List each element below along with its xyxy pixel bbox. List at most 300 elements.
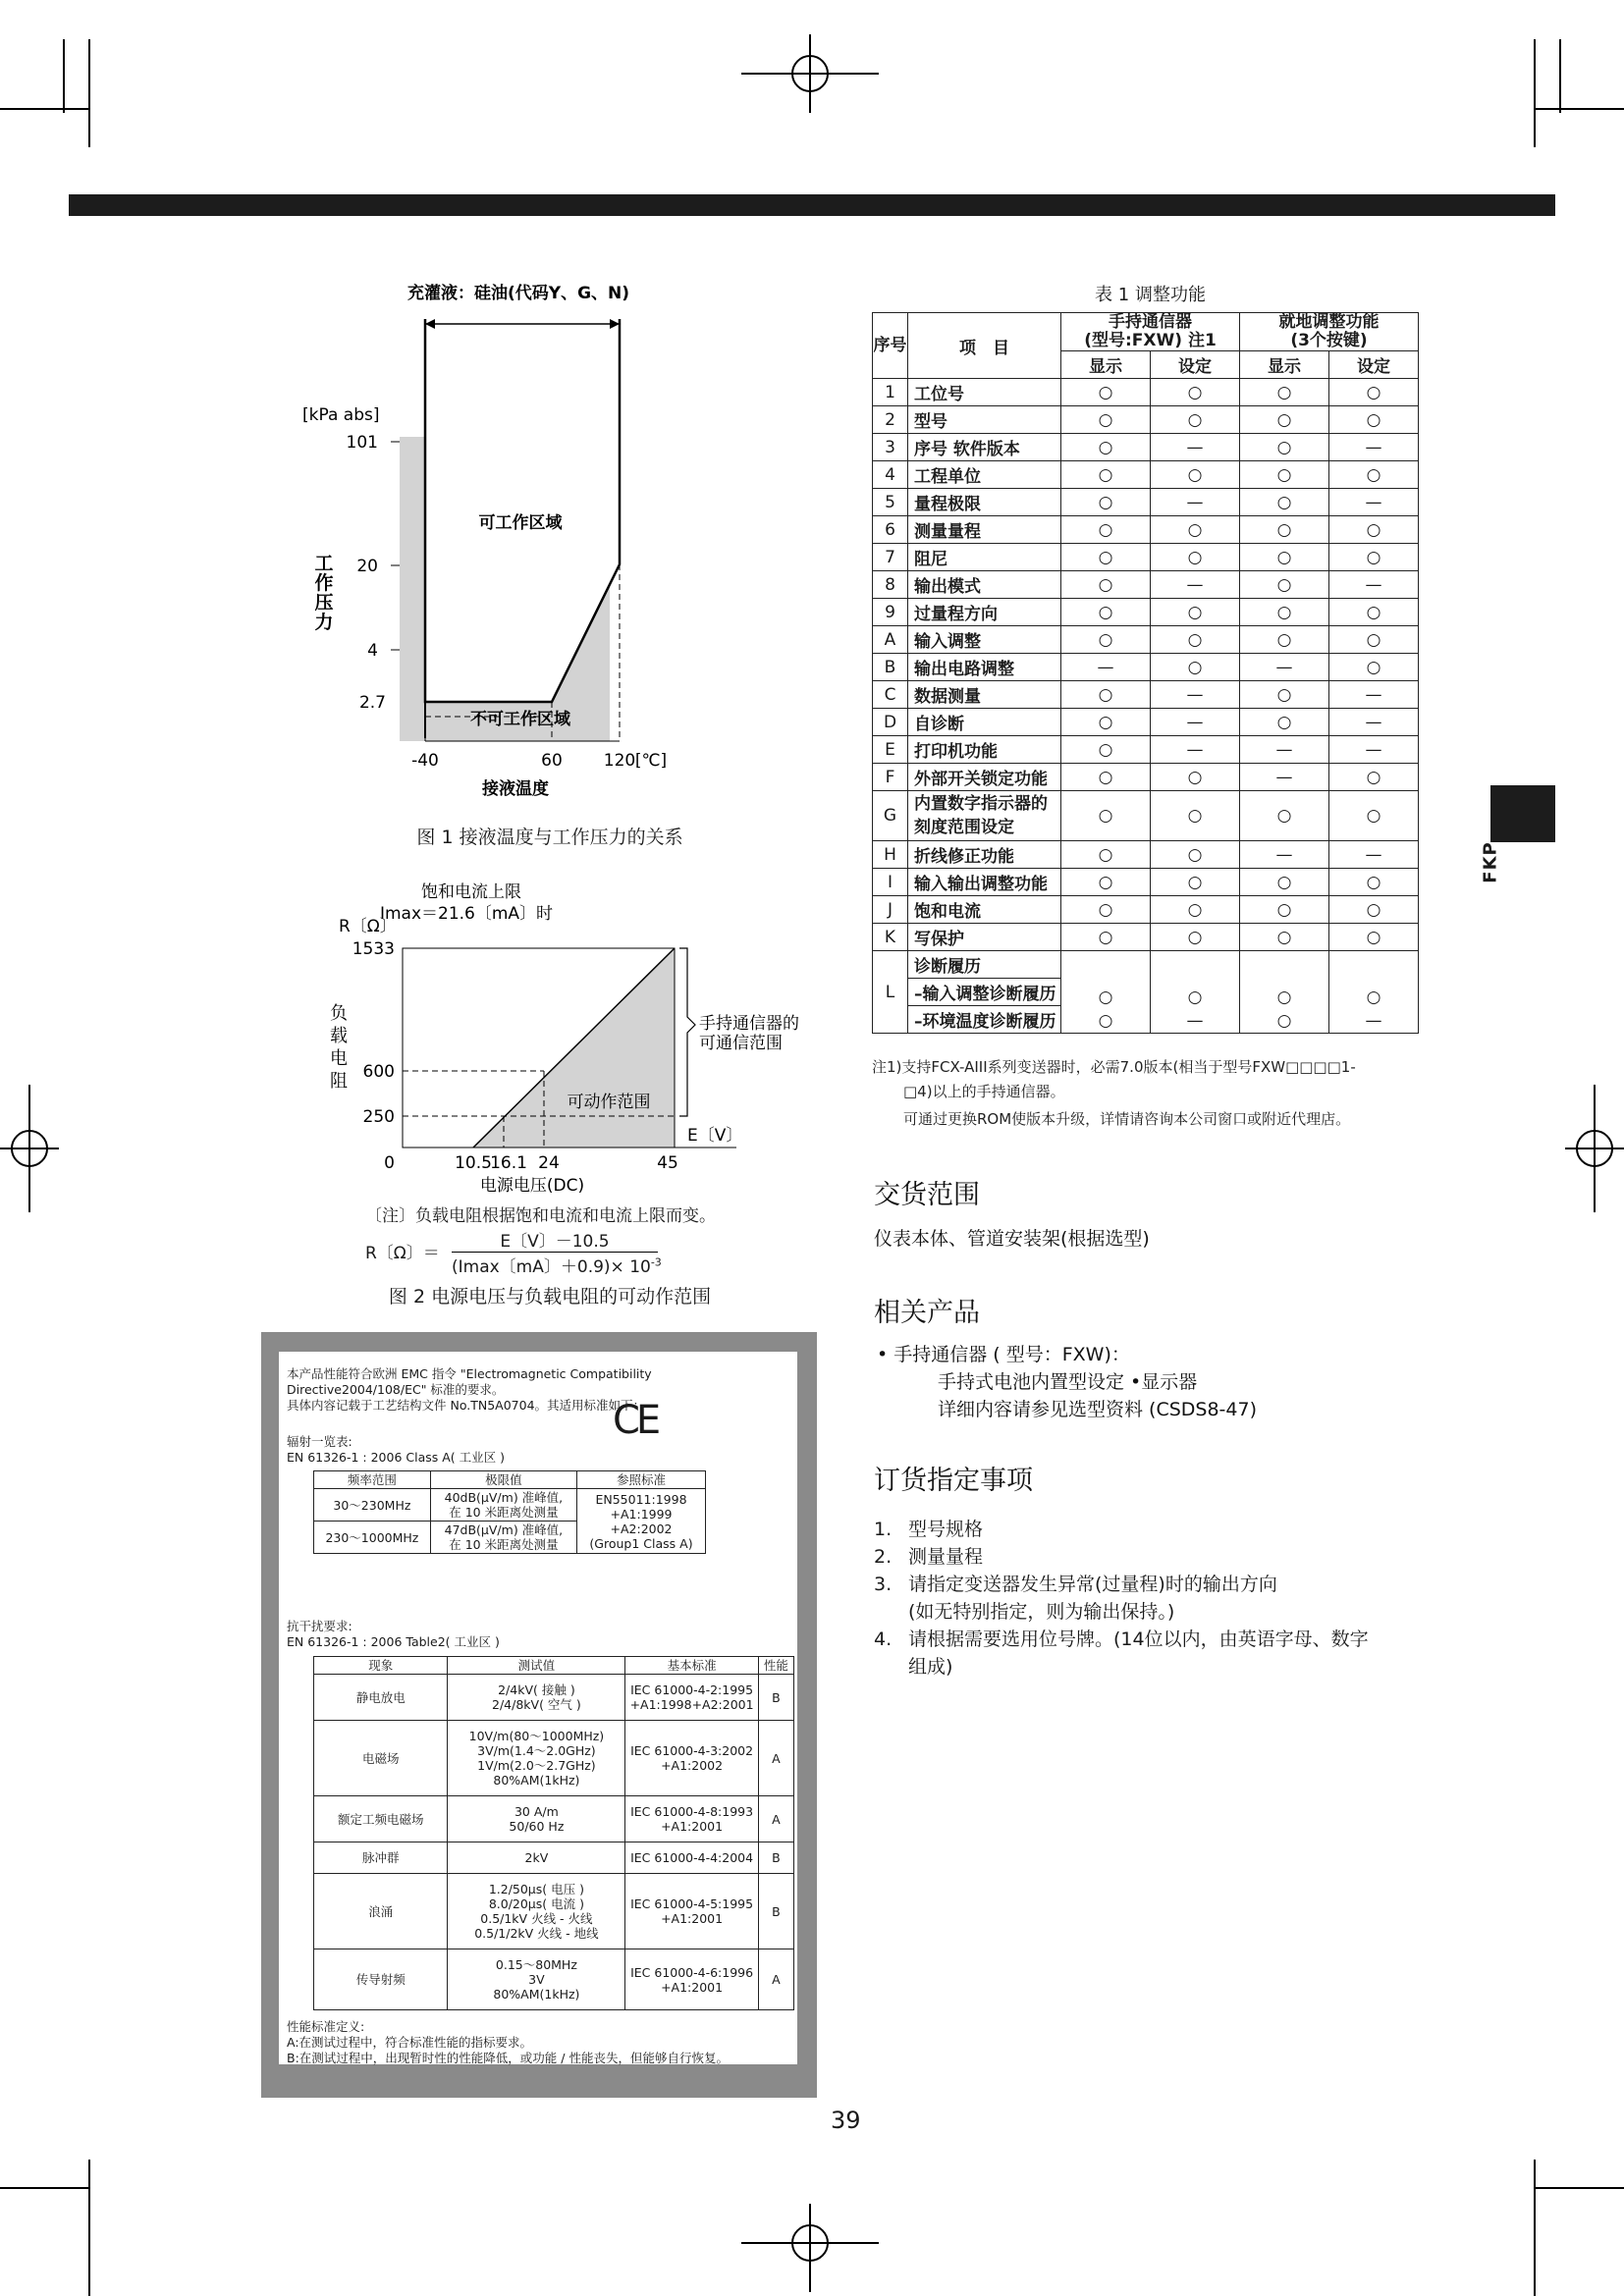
row-cell: ○ xyxy=(1151,544,1240,571)
fig1-ytitle-1: 工 xyxy=(314,553,334,574)
row-item: 工位号 xyxy=(908,379,1061,406)
row-cell: — xyxy=(1329,681,1419,709)
row-cell: ○ xyxy=(1329,461,1419,489)
row-cell: ○ xyxy=(1061,764,1151,791)
immunity-text: 2kV xyxy=(524,1850,549,1865)
row-item: 写保护 xyxy=(908,924,1061,951)
emc-rad-std: EN 61326-1 : 2006 Class A( 工业区 ) xyxy=(287,1450,506,1465)
table-row xyxy=(873,654,1419,681)
fig2-ytitle-4: 阻 xyxy=(330,1071,348,1092)
row-seq: D xyxy=(873,709,908,736)
radiation-text: (Group1 Class A) xyxy=(589,1535,693,1551)
immunity-col: 现象 xyxy=(314,1657,448,1675)
radiation-table xyxy=(313,1470,706,1554)
table-row xyxy=(873,489,1419,516)
row-cell: ○ xyxy=(1061,681,1151,709)
emc-def-a: A:在测试过程中，符合标准性能的指标要求。 xyxy=(287,2035,533,2050)
immunity-cell xyxy=(625,1842,758,1874)
header-bar xyxy=(69,194,1555,216)
immunity-cell xyxy=(448,1675,625,1721)
immunity-cell xyxy=(625,1949,758,2010)
table-row xyxy=(873,599,1419,626)
row-cell: ○ xyxy=(1240,791,1329,841)
immunity-cell xyxy=(625,1721,758,1796)
row-cell: ○ xyxy=(1061,736,1151,764)
row-cell: ○ xyxy=(1240,516,1329,544)
row-item: 内置数字指示器的刻度范围设定 xyxy=(908,791,1061,841)
immunity-text: 80%AM(1kHz) xyxy=(493,1987,580,2002)
row-cell: — xyxy=(1240,654,1329,681)
immunity-text: 2/4/8kV( 空气 ) xyxy=(492,1697,581,1712)
row-cell: ○ xyxy=(1329,869,1419,896)
row-cell: — xyxy=(1329,709,1419,736)
row-cell: ○ xyxy=(1151,516,1240,544)
row-item: 输入调整 xyxy=(908,626,1061,654)
table1-title: 表 1 调整功能 xyxy=(1095,285,1206,305)
row-cell: ○ xyxy=(1061,544,1151,571)
figure-1-chart xyxy=(285,285,717,815)
col-seq: 序号 xyxy=(873,313,908,379)
row-seq: 6 xyxy=(873,516,908,544)
x-tick: 60 xyxy=(541,751,563,771)
immunity-text: +A1:2001 xyxy=(661,1819,724,1834)
row-seq: L xyxy=(873,951,908,1034)
immunity-cell: 脉冲群 xyxy=(314,1842,448,1874)
y-tick: 2.7 xyxy=(358,693,386,713)
immunity-text: +A1:2001 xyxy=(661,1979,724,1995)
row-cell: ○ xyxy=(1061,791,1151,841)
list-number: 3. xyxy=(874,1574,893,1595)
row-cell: ○ xyxy=(1151,841,1240,869)
row-cell: ○ xyxy=(1151,654,1240,681)
cell-val: ○ xyxy=(1276,1011,1292,1031)
row-cell: ○ xyxy=(1061,599,1151,626)
table-row xyxy=(873,869,1419,896)
list-text: 测量量程 xyxy=(908,1546,984,1568)
row-cell: ○ xyxy=(1329,924,1419,951)
row-cell: ○ xyxy=(1151,406,1240,434)
emc-def-title: 性能标准定义: xyxy=(287,2019,365,2034)
cell-val: ○ xyxy=(1098,988,1113,1007)
table-row xyxy=(873,924,1419,951)
row-cell: ○ xyxy=(1061,924,1151,951)
col-setting: 设定 xyxy=(1329,351,1419,379)
immunity-text: +A1:2002 xyxy=(661,1758,724,1773)
row-cell: — xyxy=(1151,571,1240,599)
row-item: 自诊断 xyxy=(908,709,1061,736)
fig1-header: 充灌液：硅油(代码Y、G、N) xyxy=(407,284,630,303)
row-seq: J xyxy=(873,896,908,924)
radiation-col: 频率范围 xyxy=(314,1471,431,1489)
immunity-cell: B xyxy=(758,1874,793,1949)
immunity-text: IEC 61000-4-6:1996 xyxy=(630,1964,754,1980)
fig1-ytitle-4: 力 xyxy=(314,612,334,633)
row-cell: ○ xyxy=(1151,764,1240,791)
row-cell: ○ xyxy=(1240,571,1329,599)
col-setting: 设定 xyxy=(1151,351,1240,379)
row-cell: ○ xyxy=(1151,599,1240,626)
immunity-text: +A1:1998+A2:2001 xyxy=(629,1697,754,1712)
radiation-text: 47dB(μV/m) 准峰值, xyxy=(444,1522,564,1537)
immunity-table xyxy=(313,1656,794,2010)
ordering-heading: 订货指定事项 xyxy=(874,1466,1033,1496)
row-cell: ○ xyxy=(1151,896,1240,924)
emc-def-b: B:在测试过程中，出现暂时性的性能降低，或功能 / 性能丧失，但能够自行恢复。 xyxy=(287,2051,729,2065)
formula-den-text: (Imax〔mA〕＋0.9)× 10 xyxy=(452,1257,651,1277)
row-cell xyxy=(1240,951,1329,1034)
row-seq: C xyxy=(873,681,908,709)
row-cell: ○ xyxy=(1329,406,1419,434)
related-line-1: • 手持通信器 ( 型号：FXW)： xyxy=(877,1344,1130,1365)
list-text: 请根据需要选用位号牌。(14位以内，由英语字母、数字 xyxy=(908,1629,1369,1650)
immunity-text: 0.5/1/2kV 火线 - 地线 xyxy=(474,1926,599,1941)
table-row xyxy=(873,841,1419,869)
x-tick: -40 xyxy=(411,751,439,771)
row-seq: 9 xyxy=(873,599,908,626)
row-cell: — xyxy=(1151,489,1240,516)
crop-mark xyxy=(1559,39,1561,113)
crop-mark xyxy=(1534,2160,1536,2296)
fig2-ytitle-3: 电 xyxy=(330,1048,348,1069)
row-cell: ○ xyxy=(1329,599,1419,626)
crop-mark xyxy=(88,39,90,147)
immunity-col: 性能 xyxy=(758,1657,793,1675)
row-cell: — xyxy=(1061,654,1151,681)
row-cell: ○ xyxy=(1240,896,1329,924)
crop-mark xyxy=(0,2187,90,2189)
formula-numerator: E〔V〕－10.5 xyxy=(452,1227,658,1253)
region-label: 可动作范围 xyxy=(567,1093,651,1112)
row-cell: ○ xyxy=(1240,626,1329,654)
row-item: 输出电路调整 xyxy=(908,654,1061,681)
row-cell: ○ xyxy=(1240,544,1329,571)
row-seq: 4 xyxy=(873,461,908,489)
row-seq: K xyxy=(873,924,908,951)
row-seq: E xyxy=(873,736,908,764)
row-item: –环境温度诊断履历 xyxy=(908,1006,1061,1034)
immunity-col: 基本标准 xyxy=(625,1657,758,1675)
row-cell: — xyxy=(1329,736,1419,764)
immunity-text: IEC 61000-4-4:2004 xyxy=(630,1850,754,1865)
list-item xyxy=(874,1543,1369,1571)
immunity-text: 3V xyxy=(528,1972,545,1987)
row-seq: H xyxy=(873,841,908,869)
immunity-cell xyxy=(448,1874,625,1949)
table-row xyxy=(314,1842,794,1874)
immunity-text: IEC 61000-4-2:1995 xyxy=(630,1682,754,1697)
immunity-cell: A xyxy=(758,1796,793,1842)
row-cell: ○ xyxy=(1240,489,1329,516)
list-item xyxy=(874,1653,1369,1681)
immunity-text: 0.15～80MHz xyxy=(495,1957,577,1972)
immunity-text: 50/60 Hz xyxy=(509,1819,565,1834)
fig1-caption: 图 1 接液温度与工作压力的关系 xyxy=(416,827,683,848)
registration-mark-bottom xyxy=(736,2199,884,2296)
row-seq: 8 xyxy=(873,571,908,599)
table-row xyxy=(314,1796,794,1842)
y-tick: 600 xyxy=(362,1062,395,1082)
immunity-cell: A xyxy=(758,1949,793,2010)
immunity-text: 30 A/m xyxy=(514,1804,559,1819)
row-cell: — xyxy=(1240,764,1329,791)
fig2-eunit: E〔V〕 xyxy=(687,1126,743,1146)
table-row xyxy=(314,1675,794,1721)
crop-mark xyxy=(88,2160,90,2296)
immunity-cell: 浪涌 xyxy=(314,1874,448,1949)
list-item xyxy=(874,1516,1369,1543)
immunity-text: IEC 61000-4-8:1993 xyxy=(630,1804,754,1819)
row-item: 工程单位 xyxy=(908,461,1061,489)
related-line-2: 手持式电池内置型设定 •显示器 xyxy=(938,1371,1198,1393)
table-row xyxy=(873,736,1419,764)
row-cell: ○ xyxy=(1061,896,1151,924)
row-item: 型号 xyxy=(908,406,1061,434)
immunity-cell: 静电放电 xyxy=(314,1675,448,1721)
fig2-runit: R〔Ω〕 xyxy=(339,917,397,936)
row-item: 量程极限 xyxy=(908,489,1061,516)
table1-note-2: □4)以上的手持通信器。 xyxy=(903,1083,1065,1100)
list-item xyxy=(874,1626,1369,1653)
row-cell: ○ xyxy=(1240,681,1329,709)
emc-compliance-box xyxy=(261,1332,817,2098)
col-item: 项 目 xyxy=(908,313,1061,379)
table-row xyxy=(873,544,1419,571)
table-row xyxy=(314,1949,794,2010)
row-seq: 7 xyxy=(873,544,908,571)
ordering-list xyxy=(874,1516,1369,1681)
immunity-text: +A1:2001 xyxy=(661,1911,724,1926)
col-handheld xyxy=(1061,313,1240,351)
row-seq: 3 xyxy=(873,434,908,461)
table-row xyxy=(873,516,1419,544)
immunity-cell xyxy=(625,1796,758,1842)
row-cell: ○ xyxy=(1061,869,1151,896)
row-seq: A xyxy=(873,626,908,654)
row-cell: ○ xyxy=(1061,489,1151,516)
fig2-top2: Imax＝21.6〔mA〕时 xyxy=(379,904,554,924)
col-handheld-model: (型号:FXW) 注1 xyxy=(1084,331,1217,350)
delivery-heading: 交货范围 xyxy=(874,1180,980,1210)
row-cell: ○ xyxy=(1329,654,1419,681)
list-number: 2. xyxy=(874,1546,893,1568)
radiation-cell xyxy=(430,1522,576,1554)
adjustment-table xyxy=(872,312,1419,1034)
row-item: 饱和电流 xyxy=(908,896,1061,924)
row-cell: ○ xyxy=(1061,379,1151,406)
row-seq: 1 xyxy=(873,379,908,406)
radiation-text: +A1:1999 xyxy=(610,1506,673,1522)
radiation-text: EN55011:1998 xyxy=(595,1491,687,1507)
row-cell: — xyxy=(1151,681,1240,709)
immunity-cell: B xyxy=(758,1842,793,1874)
row-cell: ○ xyxy=(1061,626,1151,654)
row-item: 外部开关锁定功能 xyxy=(908,764,1061,791)
fig2-xtitle: 电源电压(DC) xyxy=(479,1176,585,1196)
row-item: 测量量程 xyxy=(908,516,1061,544)
y-tick: 250 xyxy=(362,1107,395,1127)
fig2-side1: 手持通信器的 xyxy=(699,1014,799,1034)
row-seq: F xyxy=(873,764,908,791)
cell-val: — xyxy=(1186,1011,1204,1031)
list-number: 4. xyxy=(874,1629,893,1650)
region-ok-label: 可工作区域 xyxy=(478,513,563,533)
radiation-text: 在 10 米距离处测量 xyxy=(449,1505,559,1520)
emc-panel xyxy=(279,1352,797,2064)
x-tick: 120 xyxy=(603,751,636,771)
immunity-cell: 电磁场 xyxy=(314,1721,448,1796)
row-cell: ○ xyxy=(1240,461,1329,489)
row-cell xyxy=(1329,951,1419,1034)
list-text: 请指定变送器发生异常(过量程)时的输出方向 xyxy=(908,1574,1277,1595)
immunity-text: 1V/m(2.0～2.7GHz) xyxy=(477,1758,596,1773)
list-text: 组成) xyxy=(908,1656,953,1678)
immunity-cell xyxy=(448,1842,625,1874)
radiation-text: 在 10 米距离处测量 xyxy=(449,1537,559,1552)
crop-mark xyxy=(63,39,65,113)
list-number: 1. xyxy=(874,1519,893,1540)
row-cell: ○ xyxy=(1061,709,1151,736)
immunity-cell xyxy=(625,1675,758,1721)
formula-exponent: -3 xyxy=(650,1255,662,1269)
radiation-text: +A2:2002 xyxy=(610,1521,673,1536)
delivery-text: 仪表本体、管道安装架(根据选型) xyxy=(874,1228,1150,1250)
row-cell: ○ xyxy=(1061,571,1151,599)
ce-mark: CE xyxy=(613,1398,658,1443)
table-row xyxy=(873,571,1419,599)
cell-val: — xyxy=(1365,1011,1382,1031)
row-cell: — xyxy=(1151,736,1240,764)
table-row xyxy=(873,434,1419,461)
fig1-xtitle: 接液温度 xyxy=(482,779,549,799)
table-row xyxy=(873,626,1419,654)
row-item: 诊断履历 xyxy=(908,951,1061,979)
fig2-ytitle-2: 载 xyxy=(330,1026,348,1046)
row-seq: 2 xyxy=(873,406,908,434)
immunity-text: IEC 61000-4-3:2002 xyxy=(630,1743,754,1758)
row-cell xyxy=(1151,951,1240,1034)
registration-mark-left xyxy=(0,1080,59,1217)
immunity-cell xyxy=(448,1721,625,1796)
immunity-col: 测试值 xyxy=(448,1657,625,1675)
row-cell: ○ xyxy=(1329,896,1419,924)
cell-val: ○ xyxy=(1098,1011,1113,1031)
table-row xyxy=(873,764,1419,791)
crop-mark xyxy=(1534,2187,1624,2189)
table-row xyxy=(873,896,1419,924)
row-item: 打印机功能 xyxy=(908,736,1061,764)
radiation-cell xyxy=(430,1489,576,1522)
x-unit: [℃] xyxy=(634,751,668,771)
crop-mark xyxy=(0,108,90,110)
row-cell: — xyxy=(1329,489,1419,516)
fig2-side2: 可通信范围 xyxy=(699,1034,783,1053)
immunity-cell: B xyxy=(758,1675,793,1721)
crop-mark xyxy=(1534,108,1624,110)
formula-denominator xyxy=(452,1253,662,1277)
table-row xyxy=(873,379,1419,406)
list-text: 型号规格 xyxy=(908,1519,984,1540)
immunity-cell xyxy=(448,1796,625,1842)
immunity-cell: 传导射频 xyxy=(314,1949,448,2010)
immunity-text: 1.2/50μs( 电压 ) xyxy=(488,1882,584,1896)
x-tick: 45 xyxy=(657,1153,678,1173)
related-heading: 相关产品 xyxy=(874,1298,980,1328)
section-tab-label: FKP xyxy=(1480,841,1501,883)
y-tick: 1533 xyxy=(352,939,395,959)
row-cell: ○ xyxy=(1240,434,1329,461)
cell-val: ○ xyxy=(1366,988,1381,1007)
row-item: 数据测量 xyxy=(908,681,1061,709)
row-cell xyxy=(1061,951,1151,1034)
col-display: 显示 xyxy=(1061,351,1151,379)
page-number: 39 xyxy=(831,2107,861,2134)
row-cell: ○ xyxy=(1240,709,1329,736)
radiation-text: 40dB(μV/m) 准峰值, xyxy=(444,1490,564,1505)
radiation-cell xyxy=(577,1489,706,1554)
table-row xyxy=(873,406,1419,434)
row-cell: ○ xyxy=(1329,764,1419,791)
table1-note-1: 注1)支持FCX-AIII系列变送器时，必需7.0版本(相当于型号FXW□□□□1- xyxy=(872,1058,1356,1076)
y-tick: 4 xyxy=(367,641,378,661)
crop-mark xyxy=(1534,39,1536,147)
row-cell: ○ xyxy=(1061,434,1151,461)
immunity-text: 2/4kV( 接触 ) xyxy=(498,1682,575,1697)
y-tick: 101 xyxy=(346,433,378,453)
row-cell: ○ xyxy=(1329,544,1419,571)
cell-val: ○ xyxy=(1187,988,1203,1007)
immunity-text: 8.0/20μs( 电流 ) xyxy=(488,1896,584,1911)
row-cell: ○ xyxy=(1151,791,1240,841)
row-seq: G xyxy=(873,791,908,841)
fig1-ytitle-2: 作 xyxy=(314,572,334,594)
table-row xyxy=(873,709,1419,736)
row-item: 阻尼 xyxy=(908,544,1061,571)
x-tick: 16.1 xyxy=(490,1153,527,1173)
fig2-ytitle-1: 负 xyxy=(330,1003,348,1024)
row-cell: — xyxy=(1329,434,1419,461)
row-cell: ○ xyxy=(1240,599,1329,626)
immunity-text: 10V/m(80～1000MHz) xyxy=(468,1729,605,1743)
immunity-text: IEC 61000-4-5:1995 xyxy=(630,1896,754,1911)
row-item: 输入输出调整功能 xyxy=(908,869,1061,896)
row-seq: 5 xyxy=(873,489,908,516)
row-cell: ○ xyxy=(1329,791,1419,841)
row-item: 过量程方向 xyxy=(908,599,1061,626)
row-cell: — xyxy=(1329,571,1419,599)
immunity-cell xyxy=(448,1949,625,2010)
table-row xyxy=(314,1721,794,1796)
fig1-unit: [kPa abs] xyxy=(302,405,380,425)
immunity-cell: A xyxy=(758,1721,793,1796)
cell-val: ○ xyxy=(1276,988,1292,1007)
row-cell: ○ xyxy=(1061,841,1151,869)
col-handheld-label: 手持通信器 xyxy=(1109,312,1192,332)
row-cell: ○ xyxy=(1061,516,1151,544)
list-item xyxy=(874,1598,1369,1626)
row-cell: ○ xyxy=(1151,379,1240,406)
region-ng-label: 不可工作区域 xyxy=(470,710,570,729)
row-cell: ○ xyxy=(1151,626,1240,654)
emc-rad-title: 辐射一览表: xyxy=(287,1434,352,1449)
radiation-cell: 30～230MHz xyxy=(314,1489,431,1522)
table-row xyxy=(873,791,1419,841)
table-row xyxy=(873,681,1419,709)
emc-imm-std: EN 61326-1 : 2006 Table2( 工业区 ) xyxy=(287,1634,500,1649)
row-cell: ○ xyxy=(1151,461,1240,489)
row-cell: — xyxy=(1151,709,1240,736)
formula-lhs: R〔Ω〕＝ xyxy=(365,1244,440,1263)
table1-note-3: 可通过更换ROM使版本升级，详情请咨询本公司窗口或附近代理店。 xyxy=(903,1110,1351,1128)
